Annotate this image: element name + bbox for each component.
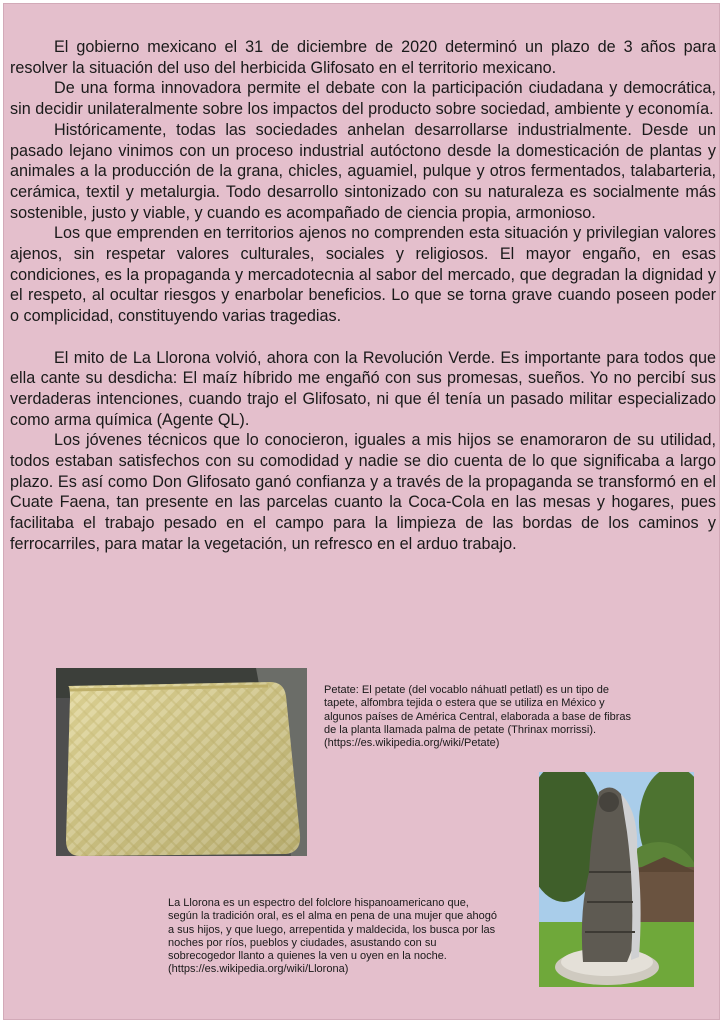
petate-caption: Petate: El petate (del vocablo náhuatl petlatl) es un tipo de tapete, alfombra tejida o estera que se utiliza en México y algunos países de América Central, elaborada a base de fibras de la planta llamada palma de petate (Thrinax morrissi). (https://es.wikipedia.org/wiki/Petate) [324,684,631,750]
llorona-caption: La Llorona es un espectro del folclore hispanoamericano que, según la tradición oral, es el alma en pena de una mujer que ahogó a sus hijos, y que luego, arrepentida y maldecida, los busca por las noches por ríos, pueblos y ciudades, asustando con su sobrecogedor llanto a quienes la ven u oyen en la noche. (https://es.wikipedia.org/wiki/Llorona) [168,897,498,976]
petate-photo [56,668,307,856]
paragraph-1: El gobierno mexicano el 31 de diciembre de 2020 determinó un plazo de 3 años para resolver la situación del uso del herbicida Glifosato en el territorio mexicano. [10,38,716,77]
paragraph-3: Históricamente, todas las sociedades anhelan desarrollarse industrialmente. Desde un pasado lejano vinimos con un proceso industrial autóctono desde la domesticación de plantas y animales a la producción de la grana, chicles, aguamiel, pulque y otros fermentados, talabarteria, cerámica, textil y metalurgia. Todo desarrollo sintonizado con su naturaleza es socialmente más sostenible, justo y viable, y cuando es acompañado de ciencia propia, armonioso. [10,120,716,222]
llorona-statue-photo [539,772,694,987]
document-page [3,3,720,1020]
article-body [10,37,716,555]
paragraph-4: Los que emprenden en territorios ajenos no comprenden esta situación y privilegian valores ajenos, sin respetar valores culturales, sociales y religiosos. El mayor engaño, en esas condiciones, es la propaganda y mercadotecnia al sabor del mercado, que degradan la dignidad y el respeto, al ocultar riesgos y enarbolar beneficios. Lo que se torna grave cuando poseen poder o complicidad, constituyendo varias tragedias. [10,224,716,326]
paragraph-2: De una forma innovadora permite el debate con la participación ciudadana y democrática, sin decidir unilateralmente sobre los impactos del producto sobre sociedad, ambiente y economía. [10,79,716,119]
paragraph-5: El mito de La Llorona volvió, ahora con la Revolución Verde. Es importante para todos que ella cante su desdicha: El maíz híbrido me engañó con sus promesas, sueños. Yo no percibí sus verdaderas intenciones, cuando trajo el Glifosato, ni que él tenía un pasado militar especializado como arma química (Agente QL). [10,348,716,429]
paragraph-6: Los jóvenes técnicos que lo conocieron, iguales a mis hijos se enamoraron de su utilidad, todos estaban satisfechos con su comodidad y nadie se dio cuenta de lo que significaba a largo plazo. Es así como Don Glifosato ganó confianza y a través de la propaganda se transformó en el Cuate Faena, tan presente en las parcelas cuanto la Coca-Cola en las mesas y hogares, pues facilitaba el trabajo pesado en el campo para la limpieza de las bordas de los caminos y ferrocarriles, para matar la vegetación, un refresco en el arduo trabajo. [10,431,716,553]
